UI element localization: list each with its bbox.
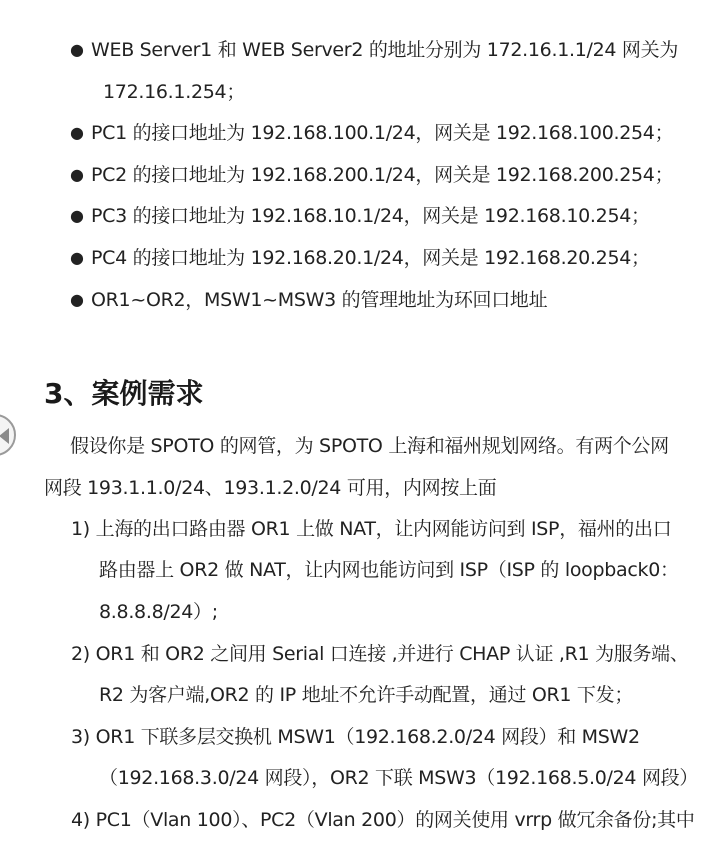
intro-paragraph-line: 假设你是 SPOTO 的网管，为 SPOTO 上海和福州规划网络。有两个公网: [70, 435, 669, 457]
bullet-item-web-server-cont: 172.16.1.254；: [103, 81, 246, 103]
bullet-item-pc2: PC2 的接口地址为 192.168.200.1/24，网关是 192.168.200.254；: [91, 164, 674, 186]
bullet-item-pc1: PC1 的接口地址为 192.168.100.1/24，网关是 192.168.100.254；: [91, 122, 674, 144]
bullet-item-pc4: PC4 的接口地址为 192.168.20.1/24，网关是 192.168.20.254；: [91, 247, 650, 269]
requirement-1: 1) 上海的出口路由器 OR1 上做 NAT，让内网能访问到 ISP，福州的出口: [71, 518, 672, 540]
requirement-3: 3) OR1 下联多层交换机 MSW1（192.168.2.0/24 网段）和 MSW2: [71, 726, 640, 748]
bullet-marker: ●: [70, 165, 84, 184]
requirement-2: 2) OR1 和 OR2 之间用 Serial 口连接 ,并进行 CHAP 认证 ,R1 为服务端、: [71, 643, 689, 665]
bullet-item-web-server: WEB Server1 和 WEB Server2 的地址分别为 172.16.1.1/24 网关为: [91, 39, 679, 61]
bullet-marker: ●: [70, 123, 84, 142]
chevron-left-icon: [0, 427, 10, 445]
intro-paragraph-line: 网段 193.1.1.0/24、193.1.2.0/24 可用，内网按上面: [44, 477, 497, 499]
bullet-marker: ●: [70, 248, 84, 267]
requirement-1-cont: 8.8.8.8/24）;: [99, 601, 218, 623]
requirement-4: 4) PC1（Vlan 100）、PC2（Vlan 200）的网关使用 vrrp 做冗余备份;其中: [71, 809, 695, 831]
requirement-2-cont: R2 为客户端,OR2 的 IP 地址不允许手动配置，通过 OR1 下发；: [99, 684, 634, 706]
bullet-marker: ●: [70, 40, 84, 59]
bullet-marker: ●: [70, 290, 84, 309]
previous-page-button[interactable]: [0, 414, 16, 456]
bullet-item-pc3: PC3 的接口地址为 192.168.10.1/24，网关是 192.168.10.254；: [91, 205, 650, 227]
section-heading: 3、案例需求: [44, 377, 204, 410]
requirement-1-cont: 路由器上 OR2 做 NAT，让内网也能访问到 ISP（ISP 的 loopback0：: [99, 559, 679, 581]
requirement-3-cont: （192.168.3.0/24 网段），OR2 下联 MSW3（192.168.5.0/24 网段）: [99, 767, 699, 789]
bullet-item-management: OR1~OR2，MSW1~MSW3 的管理地址为环回口地址: [91, 289, 548, 311]
bullet-marker: ●: [70, 206, 84, 225]
